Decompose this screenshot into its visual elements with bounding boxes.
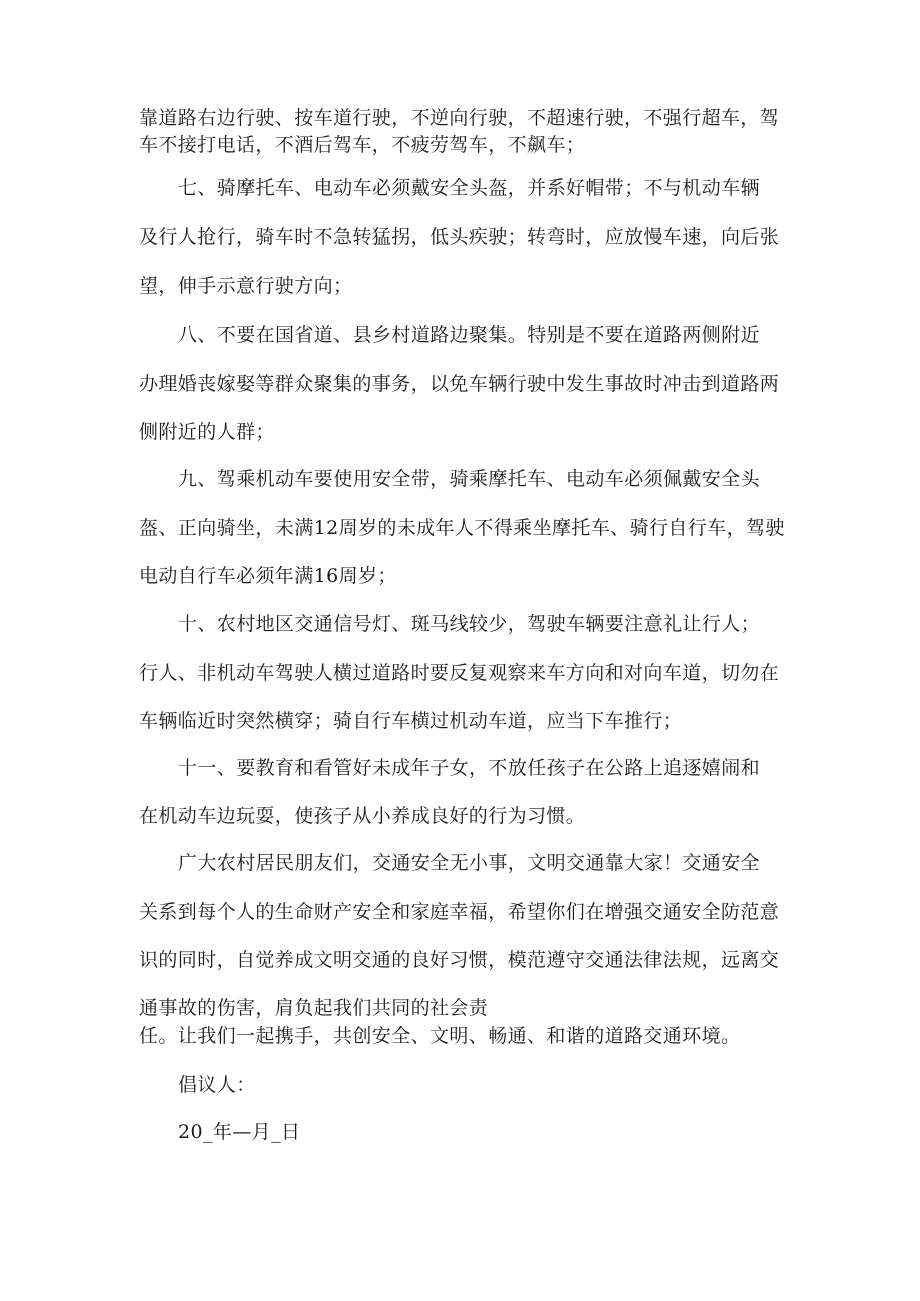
paragraph-start-line: 十、农村地区交通信号灯、斑马线较少，驾驶车辆要注意礼让行人； <box>178 613 761 635</box>
paragraph-start-line: 八、不要在国省道、县乡村道路边聚集。特别是不要在道路两侧附近 <box>178 324 761 346</box>
text-line: 车辆临近时突然横穿；骑自行车横过机动车道，应当下车推行； <box>139 710 683 732</box>
text-line: 通事故的伤害，肩负起我们共同的社会责 <box>139 997 489 1019</box>
paragraph-start-line: 七、骑摩托车、电动车必须戴安全头盔，并系好帽带；不与机动车辆 <box>178 177 761 199</box>
paragraph-start-line: 九、驾乘机动车要使用安全带，骑乘摩托车、电动车必须佩戴安全头 <box>178 468 761 490</box>
text-line: 行人、非机动车驾驶人横过道路时要反复观察来车方向和对向车道，切勿在 <box>139 662 780 684</box>
text-line: 及行人抢行，骑车时不急转猛拐，低头疾驶；转弯时，应放慢车速，向后张 <box>139 226 780 248</box>
text-line: 任。让我们一起携手，共创安全、文明、畅通、和谐的道路交通环境。 <box>139 1025 741 1047</box>
paragraph-start-line: 十一、要教育和看管好未成年子女，不放任孩子在公路上追逐嬉闹和 <box>178 757 761 779</box>
text-line: 车不接打电话，不酒后驾车，不疲劳驾车，不飙车； <box>139 134 586 156</box>
text-line: 望，伸手示意行驶方向； <box>139 275 353 297</box>
signatory-label: 倡议人： <box>178 1074 256 1096</box>
paragraph-start-line: 广大农村居民朋友们，交通安全无小事，文明交通靠大家！交通安全 <box>178 852 761 874</box>
text-line: 在机动车边玩耍，使孩子从小养成良好的行为习惯。 <box>139 805 586 827</box>
text-line: 关系到每个人的生命财产安全和家庭幸福，希望你们在增强交通安全防范意 <box>139 901 780 923</box>
text-line: 办理婚丧嫁娶等群众聚集的事务，以免车辆行驶中发生事故时冲击到道路两 <box>139 373 780 395</box>
text-line: 侧附近的人群； <box>139 421 275 443</box>
text-line: 识的同时，自觉养成文明交通的良好习惯，模范遵守交通法律法规，远离交 <box>139 949 780 971</box>
text-line: 靠道路右边行驶、按车道行驶，不逆向行驶，不超速行驶，不强行超车，驾 <box>139 107 780 129</box>
text-line: 电动自行车必须年满16周岁； <box>139 565 397 587</box>
text-line: 盔、正向骑坐，未满12周岁的未成年人不得乘坐摩托车、骑行自行车，驾驶 <box>139 517 785 539</box>
date-line: 20_年—月_日 <box>178 1121 301 1143</box>
